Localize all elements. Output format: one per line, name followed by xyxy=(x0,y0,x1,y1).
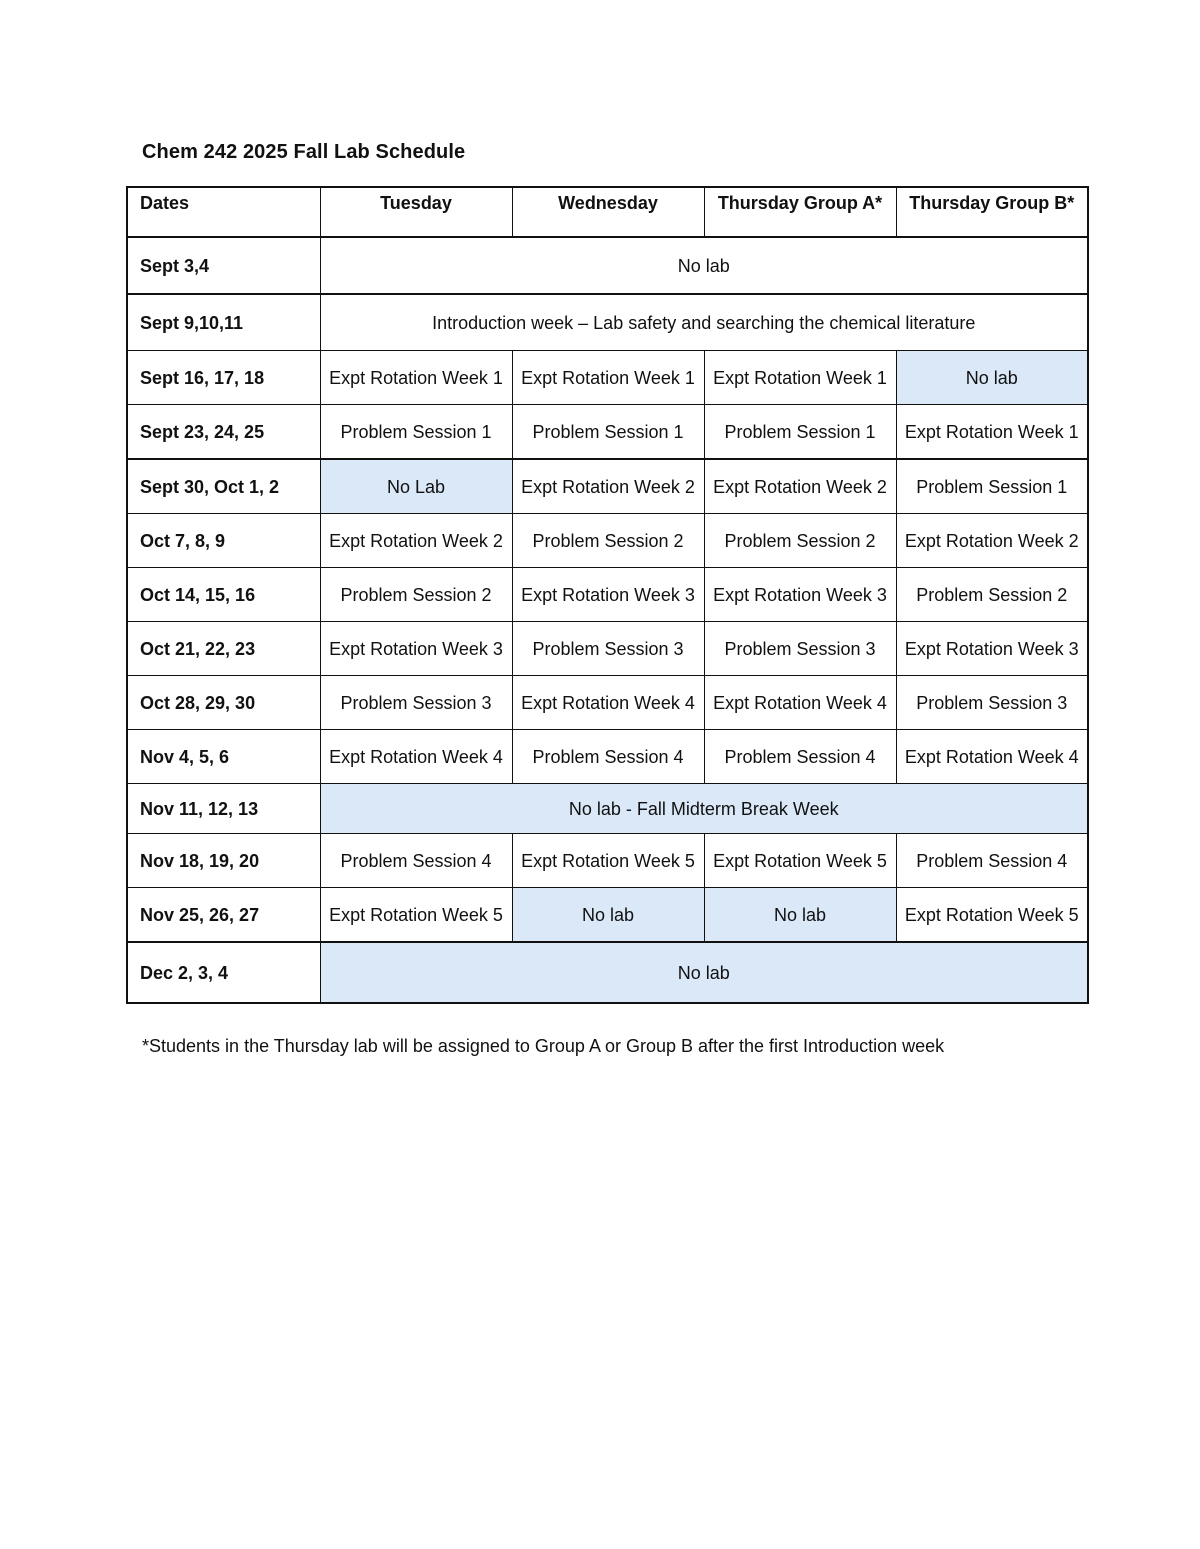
thursday-b-cell: Expt Rotation Week 5 xyxy=(896,888,1088,943)
wednesday-cell: Expt Rotation Week 4 xyxy=(512,676,704,730)
date-cell: Oct 14, 15, 16 xyxy=(127,568,320,622)
date-cell: Nov 18, 19, 20 xyxy=(127,834,320,888)
thursday-b-cell: Problem Session 4 xyxy=(896,834,1088,888)
thursday-b-cell: Expt Rotation Week 2 xyxy=(896,514,1088,568)
span-cell: Introduction week – Lab safety and searching the chemical literature xyxy=(320,294,1088,351)
tuesday-cell: Expt Rotation Week 2 xyxy=(320,514,512,568)
table-row xyxy=(127,351,1088,405)
wednesday-cell: No lab xyxy=(512,888,704,943)
wednesday-cell: Expt Rotation Week 5 xyxy=(512,834,704,888)
thursday-a-cell: No lab xyxy=(704,888,896,943)
tuesday-cell: Problem Session 3 xyxy=(320,676,512,730)
date-cell: Sept 23, 24, 25 xyxy=(127,405,320,460)
date-cell: Oct 7, 8, 9 xyxy=(127,514,320,568)
tuesday-cell: Problem Session 1 xyxy=(320,405,512,460)
date-cell: Sept 9,10,11 xyxy=(127,294,320,351)
thursday-a-cell: Expt Rotation Week 3 xyxy=(704,568,896,622)
table-row xyxy=(127,568,1088,622)
thursday-a-cell: Problem Session 3 xyxy=(704,622,896,676)
wednesday-cell: Problem Session 3 xyxy=(512,622,704,676)
thursday-a-cell: Problem Session 1 xyxy=(704,405,896,460)
date-cell: Dec 2, 3, 4 xyxy=(127,942,320,1003)
table-row xyxy=(127,459,1088,514)
thursday-a-cell: Expt Rotation Week 4 xyxy=(704,676,896,730)
table-row xyxy=(127,237,1088,294)
footnote: *Students in the Thursday lab will be assigned to Group A or Group B after the first Introduction week xyxy=(142,1036,945,1056)
thursday-b-cell: Problem Session 3 xyxy=(896,676,1088,730)
tuesday-cell: Expt Rotation Week 3 xyxy=(320,622,512,676)
date-cell: Oct 28, 29, 30 xyxy=(127,676,320,730)
date-cell: Oct 21, 22, 23 xyxy=(127,622,320,676)
table-row xyxy=(127,622,1088,676)
tuesday-cell: Problem Session 2 xyxy=(320,568,512,622)
header-dates: Dates xyxy=(127,187,320,237)
table-row xyxy=(127,942,1088,1003)
header-wednesday: Wednesday xyxy=(512,187,704,237)
thursday-b-cell: Problem Session 2 xyxy=(896,568,1088,622)
date-cell: Nov 11, 12, 13 xyxy=(127,784,320,834)
wednesday-cell: Expt Rotation Week 1 xyxy=(512,351,704,405)
wednesday-cell: Problem Session 1 xyxy=(512,405,704,460)
tuesday-cell: Problem Session 4 xyxy=(320,834,512,888)
wednesday-cell: Expt Rotation Week 3 xyxy=(512,568,704,622)
header-tuesday: Tuesday xyxy=(320,187,512,237)
thursday-b-cell: No lab xyxy=(896,351,1088,405)
thursday-b-cell: Problem Session 1 xyxy=(896,459,1088,514)
table-row xyxy=(127,676,1088,730)
thursday-a-cell: Problem Session 4 xyxy=(704,730,896,784)
date-cell: Nov 4, 5, 6 xyxy=(127,730,320,784)
header-thursday-group-a: Thursday Group A* xyxy=(704,187,896,237)
tuesday-cell: Expt Rotation Week 1 xyxy=(320,351,512,405)
thursday-a-cell: Expt Rotation Week 5 xyxy=(704,834,896,888)
lab-schedule-table xyxy=(126,186,1089,1004)
date-cell: Sept 3,4 xyxy=(127,237,320,294)
span-cell: No lab - Fall Midterm Break Week xyxy=(320,784,1088,834)
table-row xyxy=(127,405,1088,460)
table-row xyxy=(127,834,1088,888)
wednesday-cell: Problem Session 4 xyxy=(512,730,704,784)
thursday-b-cell: Expt Rotation Week 4 xyxy=(896,730,1088,784)
thursday-b-cell: Expt Rotation Week 3 xyxy=(896,622,1088,676)
date-cell: Sept 16, 17, 18 xyxy=(127,351,320,405)
header-row xyxy=(127,187,1088,237)
thursday-a-cell: Expt Rotation Week 2 xyxy=(704,459,896,514)
date-cell: Nov 25, 26, 27 xyxy=(127,888,320,943)
wednesday-cell: Problem Session 2 xyxy=(512,514,704,568)
tuesday-cell: No Lab xyxy=(320,459,512,514)
span-cell: No lab xyxy=(320,237,1088,294)
page-title: Chem 242 2025 Fall Lab Schedule xyxy=(142,141,466,163)
tuesday-cell: Expt Rotation Week 5 xyxy=(320,888,512,943)
table-row xyxy=(127,294,1088,351)
table-row xyxy=(127,784,1088,834)
table-row xyxy=(127,730,1088,784)
thursday-a-cell: Expt Rotation Week 1 xyxy=(704,351,896,405)
thursday-a-cell: Problem Session 2 xyxy=(704,514,896,568)
wednesday-cell: Expt Rotation Week 2 xyxy=(512,459,704,514)
thursday-b-cell: Expt Rotation Week 1 xyxy=(896,405,1088,460)
tuesday-cell: Expt Rotation Week 4 xyxy=(320,730,512,784)
date-cell: Sept 30, Oct 1, 2 xyxy=(127,459,320,514)
table-row xyxy=(127,888,1088,943)
span-cell: No lab xyxy=(320,942,1088,1003)
table-row xyxy=(127,514,1088,568)
header-thursday-group-b: Thursday Group B* xyxy=(896,187,1088,237)
